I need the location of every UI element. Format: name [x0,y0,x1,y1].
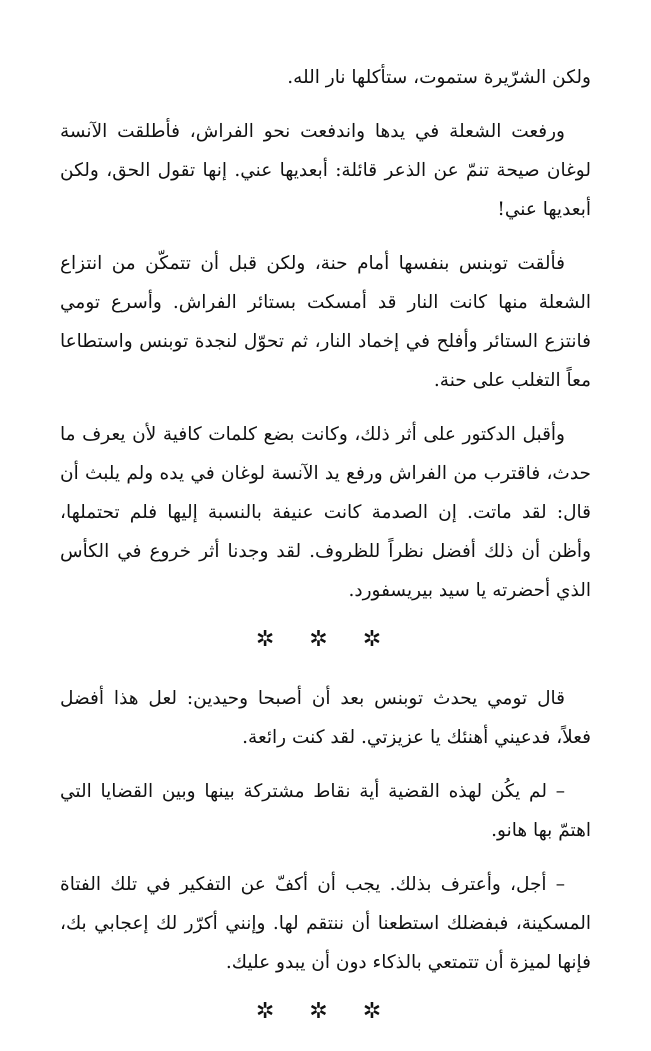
paragraph-doctor: وأقبل الدكتور على أثر ذلك، وكانت بضع كلمات كافية لأن يعرف ما حدث، فاقترب من الفراش ورفع يد الآنسة لوغان في يده ولم يلبث أن قال: لقد ماتت. إن الصدمة كانت عنيفة بالنسبة إليها فلم تحتملها، وأظن أن ذلك أفضل نظراً للظروف. لقد وجدنا أثر خروع في الكأس الذي أحضرته يا سيد بيريسفورد. [60,424,591,601]
paragraph-dialogue-hanaud: – لم يكُن لهذه القضية أية نقاط مشتركة بينها وبين القضايا التي اهتمّ بها هانو. [60,781,591,841]
section-separator-end: ✲ ✲ ✲ [255,999,396,1024]
paragraph-dialogue-admit: – أجل، وأعترف بذلك. يجب أن أكفّ عن التفكير في تلك الفتاة المسكينة، فبفضلك استطعنا أن ننتقم لها. وإنني أكرّر لك إعجابي بك، فإنها لميزة أن تتمتعي بالذكاء دون أن يبدو عليك. [60,874,591,973]
paragraph-torch: ورفعت الشعلة في يدها واندفعت نحو الفراش، فأطلقت الآنسة لوغان صيحة تنمّ عن الذعر قائلة: أبعديها عني. إنها تقول الحق، ولكن أبعديها عني! [60,121,591,220]
paragraph-opening: ولكن الشرّيرة ستموت، ستأكلها نار الله. [287,67,591,88]
paragraph-fire: فألقت توبنس بنفسها أمام حنة، ولكن قبل أن تتمكّن من انتزاع الشعلة منها كانت النار قد أمسكت بستائر الفراش. وأسرع تومي فانتزع الستائر وأفلح في إخماد النار، ثم تحوّل لنجدة توبنس واستطاعا معاً التغلب على حنة. [60,253,591,391]
paragraph-tommy-congrats: قال تومي يحدث توبنس بعد أن أصبحا وحيدين: لعل هذا أفضل فعلاً، فدعيني أهنئك يا عزيزتي. لقد كنت رائعة. [60,688,591,748]
book-page [60,58,591,1051]
section-separator: ✲ ✲ ✲ [255,627,396,652]
